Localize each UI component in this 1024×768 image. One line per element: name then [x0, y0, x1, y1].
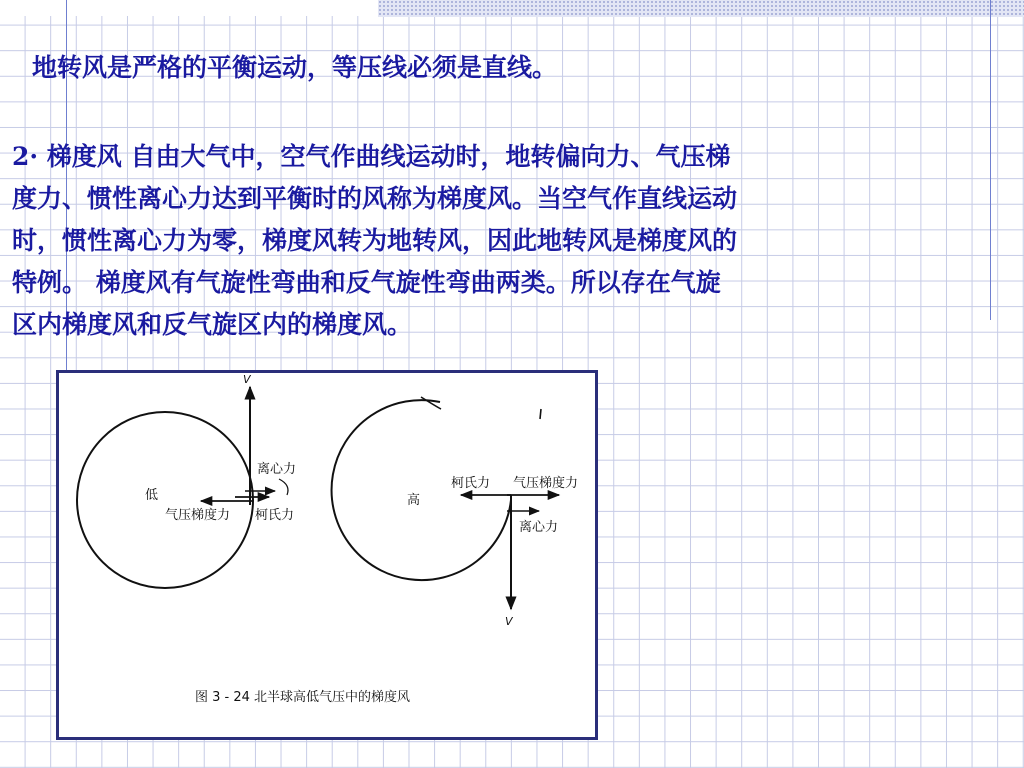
low-pressure-gradient-label: 气压梯度力 — [165, 508, 231, 523]
low-centrifugal-stroke — [279, 479, 288, 495]
high-pressure-diagram — [332, 397, 578, 628]
low-pressure-isobar — [77, 412, 253, 588]
figure-caption: 图 3 - 24 北半球高低气压中的梯度风 — [195, 690, 411, 705]
gradient-wind-paragraph — [12, 136, 1016, 346]
low-pressure-diagram — [77, 373, 296, 588]
paragraph-line: 2· 梯度风 自由大气中，空气作曲线运动时，地转偏向力、气压梯 — [12, 142, 731, 171]
paragraph-line: 特例。 梯度风有气旋性弯曲和反气旋性弯曲两类。所以存在气旋 — [12, 268, 721, 297]
paragraph-line: 度力、惯性离心力达到平衡时的风称为梯度风。当空气作直线运动 — [12, 184, 738, 213]
figure-drawing — [59, 373, 595, 737]
low-centrifugal-label: 离心力 — [257, 462, 297, 477]
high-center-label: 高 — [407, 493, 421, 508]
high-isobar-tick — [540, 409, 541, 419]
high-velocity-label: V — [505, 615, 513, 628]
low-velocity-label: V — [243, 373, 251, 386]
high-isobar-mark — [421, 397, 441, 409]
low-coriolis-label: 柯氏力 — [255, 508, 295, 523]
high-pressure-gradient-label: 气压梯度力 — [513, 476, 579, 491]
high-coriolis-label: 柯氏力 — [451, 476, 491, 491]
decorative-top-bar — [378, 0, 1024, 17]
slide-heading: 地转风是严格的平衡运动，等压线必须是直线。 — [32, 53, 558, 82]
paragraph-line: 时，惯性离心力为零，梯度风转为地转风，因此地转风是梯度风的 — [12, 226, 738, 255]
gradient-wind-figure — [56, 370, 598, 740]
low-center-label: 低 — [145, 488, 159, 503]
high-centrifugal-label: 离心力 — [519, 520, 559, 535]
paragraph-line: 区内梯度风和反气旋区内的梯度风。 — [12, 310, 413, 339]
